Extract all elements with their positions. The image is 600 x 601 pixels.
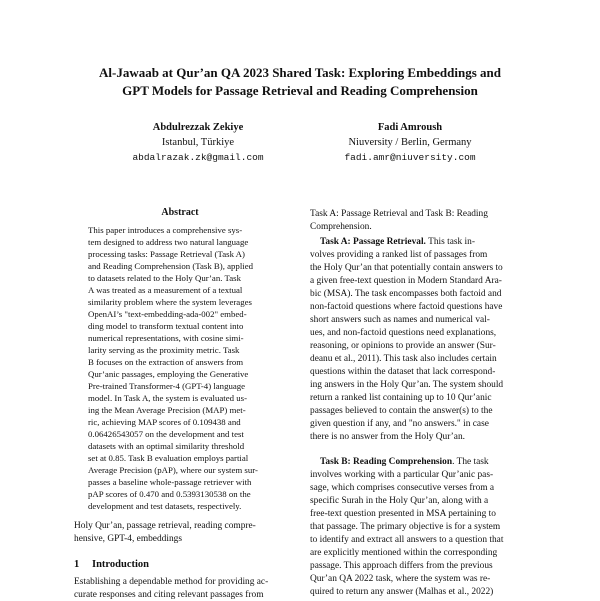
task-a-text: This task in- [428, 237, 475, 247]
abstract-line: development and test datasets, respectively. [88, 501, 242, 511]
task-b-paragraph-start [320, 456, 532, 468]
body-line: Comprehension. [310, 222, 372, 232]
abstract-line: processing tasks: Passage Retrieval (Task A) [88, 249, 245, 259]
author-email: fadi.amr@niuversity.com [344, 152, 476, 163]
section-heading-introduction [74, 558, 149, 571]
keywords-line: hensive, GPT-4, embeddings [74, 534, 182, 544]
body-line: passages believed to contain the answer(s) to the [310, 406, 493, 416]
abstract-line: passes a baseline whole-passage retriever with [88, 477, 252, 487]
abstract-line: This paper introduces a comprehensive sys- [88, 225, 243, 235]
body-line: sage, which comprises consecutive verses from a [310, 483, 495, 493]
body-line: given question if any, and "no answers." in case [310, 419, 489, 429]
body-line: passage. This approach differs from the previous [310, 561, 493, 571]
task-a-label: Task A: Passage Retrieval. [320, 237, 426, 247]
body-line: bic (MSA). The task encompasses both factoid and [310, 289, 502, 299]
abstract-line: Pre-trained Transformer-4 (GPT-4) language [88, 381, 246, 391]
abstract-line: ing the Mean Average Precision (MAP) met- [88, 405, 246, 415]
abstract-line: Qur’anic passages, employing the Generative [88, 369, 249, 379]
intro-line: Establishing a dependable method for providing ac- [74, 577, 269, 587]
body-line: specific Surah in the Holy Qur’an, along with a [310, 496, 489, 506]
abstract-line: tem designed to address two natural language [88, 237, 249, 247]
body-line: volves providing a ranked list of passages from [310, 250, 488, 260]
paper-title-line-1: Al-Jawaab at Qur’an QA 2023 Shared Task: Exploring Embeddings and [98, 65, 502, 80]
section-title: Introduction [92, 559, 149, 570]
abstract-line: larity serving as the proximity metric. Task [88, 345, 240, 355]
task-a-paragraph-start [320, 236, 532, 248]
abstract-line: ding model to transform textual content into [88, 321, 244, 331]
paper-title-line-2: GPT Models for Passage Retrieval and Reading Comprehension [122, 83, 478, 98]
body-line: quired to return any answer (Malhas et al., 2022) [310, 587, 494, 597]
abstract-line: datasets with an optimal similarity threshold [88, 441, 245, 451]
body-line: short answers such as names and numerical val- [310, 315, 490, 325]
task-b-text: . The task [452, 457, 489, 467]
body-line: that passage. The primary objective is for a system [310, 522, 501, 532]
body-line: are explicitly mentioned within the corresponding [310, 548, 498, 558]
abstract-line: pAP scores of 0.470 and 0.5393130538 on the [88, 489, 251, 499]
body-line: to identify and extract all answers to a question that [310, 535, 504, 545]
body-line: there is no answer from the Holy Qur’an. [310, 432, 465, 442]
section-number: 1 [74, 559, 80, 570]
body-line: questions within the dataset that lack correspond- [310, 367, 496, 377]
abstract-line: ric, achieving MAP scores of 0.109438 and [88, 417, 241, 427]
body-line: ing answers in the Holy Qur’an. The system should [310, 380, 504, 390]
body-line: return a ranked list containing up to 10 Qur’anic [310, 393, 492, 403]
body-line: Qur’an QA 2022 task, where the system was re- [310, 574, 491, 584]
body-line: the Holy Qur’an that potentially contain answers to [310, 263, 503, 273]
author-affiliation: Niuversity / Berlin, Germany [348, 137, 472, 148]
abstract-line: similarity problem where the system leverages [88, 297, 252, 307]
body-line: involves working with a particular Qur’anic pas- [310, 470, 494, 480]
abstract-line: OpenAI’s "text-embedding-ada-002" embed- [88, 309, 247, 319]
abstract-line: Average Precision (pAP), where our system sur- [88, 465, 258, 475]
body-line: ues, and non-factoid questions need explanations, [310, 328, 497, 338]
body-line: reasoning, or opinions to provide an answer (Sur- [310, 341, 496, 351]
abstract-line: A was treated as a measurement of a textual [88, 285, 243, 295]
body-line: a given free-text question in Modern Standard Ara- [310, 276, 502, 286]
author-affiliation: Istanbul, Türkiye [161, 137, 235, 148]
author-name: Fadi Amroush [377, 122, 443, 133]
abstract-line: numerical representations, with cosine simi- [88, 333, 244, 343]
keywords-line: Holy Qur’an, passage retrieval, reading compre- [74, 521, 256, 531]
body-line: non-factoid questions where factoid questions have [310, 302, 503, 312]
body-line: free-text question presented in MSA pertaining to [310, 509, 496, 519]
author-email: abdalrazak.zk@gmail.com [132, 152, 264, 163]
abstract-line: model. In Task A, the system is evaluated us- [88, 393, 248, 403]
abstract-line: set at 0.85. Task B evaluation employs partial [88, 453, 249, 463]
abstract-line: 0.06426543057 on the development and test [88, 429, 244, 439]
body-line: Task A: Passage Retrieval and Task B: Reading [310, 209, 488, 219]
abstract-line: B focuses on the extraction of answers from [88, 357, 244, 367]
author-name: Abdulrezzak Zekiye [152, 122, 244, 133]
abstract-line: and Reading Comprehension (Task B), applied [88, 261, 254, 271]
intro-line: curate responses and citing relevant passages from [74, 590, 264, 600]
body-line: deanu et al., 2011). This task also includes certain [310, 354, 497, 364]
abstract-heading: Abstract [161, 207, 199, 218]
abstract-line: to datasets related to the Holy Qur’an. Task [88, 273, 241, 283]
task-b-label: Task B: Reading Comprehension [320, 457, 453, 467]
